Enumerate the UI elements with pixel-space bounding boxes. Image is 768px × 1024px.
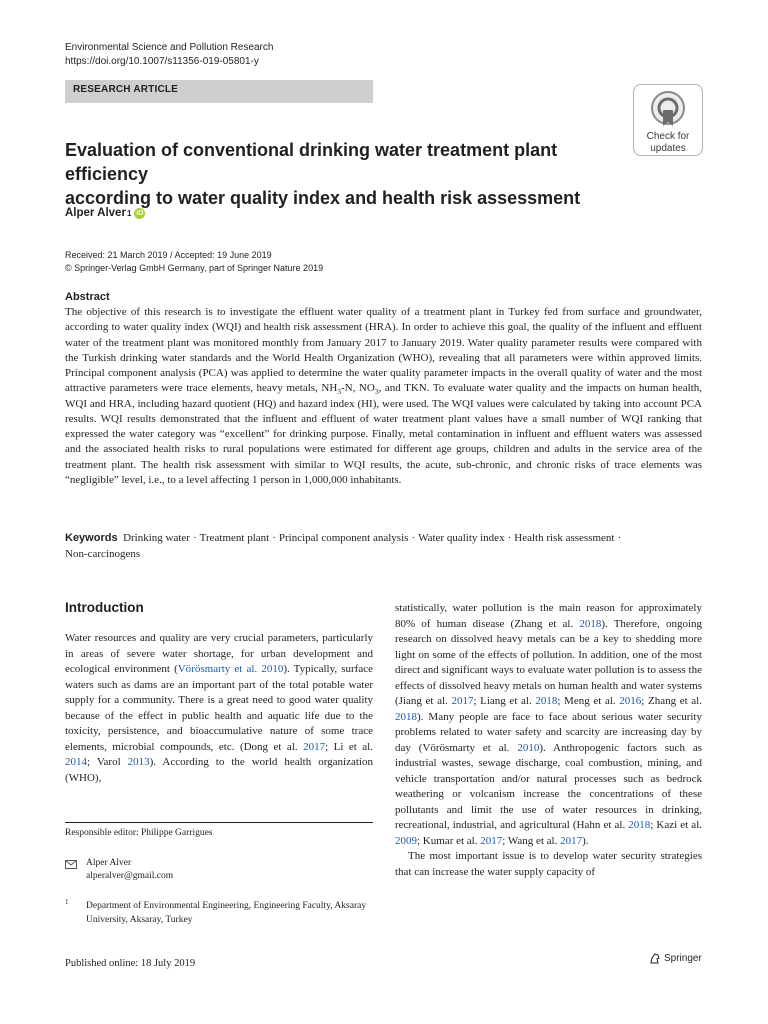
citation-link[interactable]: 2018 (395, 710, 417, 723)
paragraph: The most important issue is to develop water security strategies that can increase the water supply capacity of (395, 850, 702, 878)
abstract-text-1: The objective of this research is to investigate the effluent water quality of a treatment plant in Turkey fed from surface and groundwater, according to water quality index (WQI) and health risk assessment (HRA). In order to achieve this goal, the quality of the influent and effluent water of the treatment plant was monitored monthly from January 2017 to January 2019. Water quality parameter results were compared with the Turkish drinking water standards and the World Health Organization (WHO), revealing that all parameters were within approved limits. Principal component analysis (PCA) was applied to determine the water quality parameter impacts in the overall quality of water and the most attractive parameters were trace elements, heavy metals, (65, 306, 702, 395)
citation-link[interactable]: 2013 (127, 756, 150, 768)
body-text: statistically, water pollution is the main reason for approximately 80% of human disease (Zhang et al. (395, 602, 702, 630)
intro-column-left (65, 631, 373, 786)
body-text: ; Varol (87, 756, 128, 768)
journal-header (65, 41, 273, 69)
abstract-nh: NH (321, 382, 338, 395)
publisher-name: Springer (664, 952, 702, 964)
footnote-divider (65, 822, 373, 823)
author-affiliation-mark: 1 (126, 208, 132, 218)
citation-link[interactable]: 2017 (451, 695, 474, 707)
body-text: Water resources and quality are very crucial parameters, particularly in areas of severe water shortage, for urban development and ecological environment ( (65, 632, 373, 675)
keyword: Health risk assessment (514, 532, 615, 544)
keyword-separator: · (272, 532, 276, 544)
body-text: ). Typically, surface waters such as dams are an important part of the total potable water supply for a community. There is a great need to good water quality because of the effect in public health and aquatic life due to the toxicity, persistence, and bioaccumulative nature of some trace elements, microbial compounds, etc. (Dong et al. (65, 663, 373, 753)
body-text: ). (582, 834, 589, 847)
abstract-body (65, 305, 702, 488)
contact-name: Alper Alver (86, 858, 132, 868)
responsible-editor: Responsible editor: Philippe Garrigues (65, 828, 213, 838)
bookmark-icon (650, 90, 686, 130)
abstract-text-2: , and TKN. To evaluate water quality and the impacts on human health, WQI and HRA, including hazard quotient (HQ) and hazard index (HI), were used. The WQI values were calculated by taking into account PCA results. WQI results demonstrated that the influent and effluent of water treatment plant values have a small number of WQI ranking that expressed the water category was “excellent” for drinking purpose. Finally, metal contamination in influent and effluent waters was assessed and the associated health risks to rural populations were estimated for different age groups, children and adults in the service area of the treatment plant. The health risk assessment with similar to WQI results, the acute, sub-chronic, and chronic risks of trace elements was “negligible” level, i.e., to a level affecting 1 person in 1,000,000 inhabitants. (65, 382, 703, 486)
keyword-separator: · (192, 532, 197, 544)
citation-link[interactable]: 2018 (535, 695, 558, 707)
intro-column-right (395, 601, 702, 880)
keyword: Non-carcinogens (65, 547, 141, 560)
keyword: Water quality index (418, 532, 505, 544)
body-text: ; Liang et al. (473, 695, 536, 707)
author-line (65, 207, 145, 219)
journal-name: Environmental Science and Pollution Research (65, 42, 274, 53)
orcid-icon[interactable]: iD (136, 209, 144, 217)
subscript: 3 (374, 387, 379, 397)
keyword: Principal component analysis (278, 532, 409, 544)
keyword-separator: · (507, 532, 512, 544)
copyright-line: © Springer-Verlag GmbH Germany, part of Springer Nature 2019 (65, 263, 324, 273)
keywords (65, 531, 702, 562)
title-line-1: Evaluation of conventional drinking water treatment plant efficiency (65, 140, 558, 184)
title-line-2: according to water quality index and health risk assessment (65, 188, 581, 208)
body-text: ; Kumar et al. (417, 834, 481, 847)
body-text: ). According to the world health organization (WHO), (65, 756, 373, 784)
citation-link[interactable]: 2018 (579, 617, 602, 630)
corresponding-author (86, 857, 173, 883)
affiliation: Department of Environmental Engineering, Engineering Faculty, Aksaray University, Aksaray, Turkey (86, 901, 367, 925)
published-date: Published online: 18 July 2019 (65, 958, 196, 969)
keyword: Drinking water (123, 532, 190, 544)
keyword-separator: · (411, 532, 416, 544)
citation-link[interactable]: Vörösmarty et al. 2010 (177, 663, 284, 675)
keyword-separator: · (617, 532, 622, 544)
citation-link[interactable]: 2017 (560, 834, 583, 847)
body-text: ). Therefore, ongoing research on dissolved heavy metals can be a key to shedding more light on some of the effects of pollution. In addition, one of the most direct and significant ways to evaluate water pollution is to assess the effects of dissolved heavy metals on human health and water systems (Jiang et al. (395, 617, 702, 707)
abstract-heading: Abstract (65, 291, 110, 303)
body-text: ; Meng et al. (557, 695, 620, 707)
article-dates (65, 249, 323, 275)
body-text: ). Anthropogenic factors such as industrial wastes, sewage discharge, coal combustion, mining, and vehicle transportation and/or natural processes such as bedrock weathering or volcanism increase the concentrations of these pollutants and limit the use of water resources in drinking, recreational, industrial, and agricultural (Hahn et al. (395, 741, 703, 831)
affiliation-number: 1 (65, 898, 69, 906)
contact-email[interactable]: alperalver@gmail.com (86, 871, 174, 881)
subscript: 3 (337, 387, 342, 397)
citation-link[interactable]: 2017 (303, 740, 326, 753)
received-accepted: Received: 21 March 2019 / Accepted: 19 June 2019 (65, 250, 272, 260)
body-text: ; Zhang et al. (641, 695, 702, 707)
introduction-heading: Introduction (65, 600, 144, 615)
envelope-icon (65, 860, 77, 872)
citation-link[interactable]: 2014 (65, 756, 87, 768)
keyword: Treatment plant (199, 532, 270, 544)
keywords-heading: Keywords (65, 532, 118, 544)
body-text: ). Many people are face to face about serious water security problems related to water safety and scarcity are increasing day by day (Vörösmarty et al. (395, 710, 702, 754)
citation-link[interactable]: 2010 (517, 741, 540, 754)
body-text: ; Li et al. (325, 740, 373, 753)
check-updates-line1: Check for (646, 131, 690, 142)
author-name[interactable]: Alper Alver (65, 207, 126, 219)
article-title (65, 138, 645, 210)
springer-logo[interactable] (649, 952, 702, 964)
paragraph (395, 601, 702, 849)
doi-link[interactable]: https://doi.org/10.1007/s11356-019-05801-y (65, 56, 259, 67)
body-text: ; Kazi et al. (650, 819, 702, 831)
citation-link[interactable]: 2017 (480, 834, 503, 847)
abstract-text-mid: -N, NO (341, 382, 375, 395)
article-type-bar: RESEARCH ARTICLE (65, 80, 373, 103)
check-updates-line2: updates (650, 143, 686, 154)
citation-link[interactable]: 2018 (628, 819, 651, 831)
citation-link[interactable]: 2009 (395, 834, 417, 847)
body-text: ; Wang et al. (502, 834, 561, 847)
citation-link[interactable]: 2016 (619, 695, 642, 707)
springer-horse-icon (649, 952, 661, 964)
